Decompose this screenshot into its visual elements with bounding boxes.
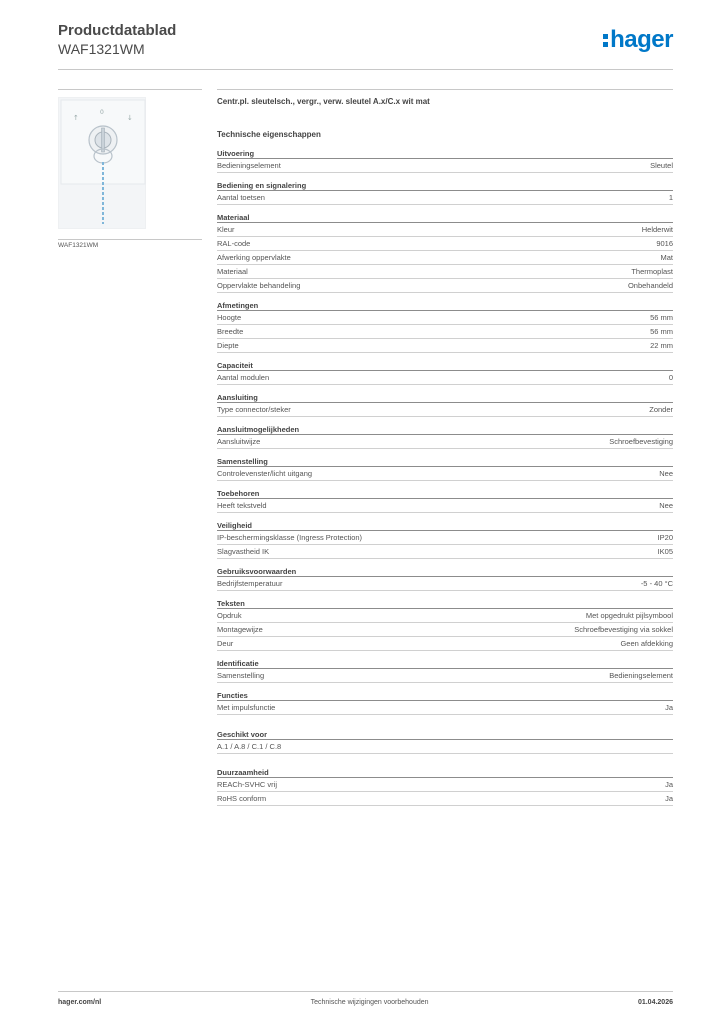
spec-row	[217, 609, 673, 623]
suitable-for-item: A.1 / A.8 / C.1 / C.8	[217, 740, 673, 754]
spec-label: RAL-code	[217, 239, 251, 248]
spec-group-title: Aansluiting	[217, 392, 673, 403]
spec-label: Aantal modulen	[217, 373, 270, 382]
spec-label: IP-beschermingsklasse (Ingress Protection)	[217, 533, 363, 542]
spec-label: RoHS conform	[217, 794, 267, 803]
spec-group	[217, 658, 673, 683]
spec-label: Bedieningselement	[217, 161, 281, 170]
image-column	[58, 89, 202, 249]
spec-group	[217, 598, 673, 651]
spec-group	[217, 180, 673, 205]
spec-group-title: Capaciteit	[217, 360, 673, 371]
sustainability-group	[217, 767, 673, 806]
spec-value: -5 - 40 °C	[640, 579, 673, 588]
spec-group-title: Toebehoren	[217, 488, 673, 499]
spec-label: Hoogte	[217, 313, 242, 322]
spec-label: Aantal toetsen	[217, 193, 265, 202]
spec-value: Met opgedrukt pijlsymbool	[585, 611, 673, 620]
spec-value: 1	[668, 193, 673, 202]
spec-row	[217, 371, 673, 385]
spec-group-title: Veiligheid	[217, 520, 673, 531]
spec-label: Kleur	[217, 225, 235, 234]
image-caption: WAF1321WM	[58, 239, 202, 249]
spec-value: Sleutel	[650, 161, 673, 170]
spec-value: Ja	[665, 794, 673, 803]
spec-value: 0	[668, 373, 673, 382]
spec-value: 56 mm	[650, 327, 673, 336]
spec-row	[217, 531, 673, 545]
hager-logo	[603, 26, 673, 54]
svg-text:↓: ↓	[127, 114, 133, 122]
spec-row	[217, 778, 673, 792]
spec-row	[217, 311, 673, 325]
logo-text: hager	[610, 26, 673, 53]
spec-group	[217, 456, 673, 481]
spec-group-title: Samenstelling	[217, 456, 673, 467]
spec-label: Samenstelling	[217, 671, 265, 680]
spec-row	[217, 279, 673, 293]
spec-row	[217, 637, 673, 651]
spec-row	[217, 669, 673, 683]
spec-label: Aansluitwijze	[217, 437, 261, 446]
spec-value: IP20	[657, 533, 673, 542]
spec-value: Schroefbevestiging via sokkel	[574, 625, 673, 634]
spec-value: IK05	[657, 547, 673, 556]
spec-group	[217, 520, 673, 559]
spec-group-title: Functies	[217, 690, 673, 701]
spec-label: REACh-SVHC vrij	[217, 780, 278, 789]
spec-group	[217, 488, 673, 513]
specs-column	[217, 89, 673, 813]
spec-row	[217, 623, 673, 637]
spec-row	[217, 339, 673, 353]
spec-value: Mat	[660, 253, 673, 262]
spec-value: Onbehandeld	[627, 281, 673, 290]
page-title: Productdatablad	[58, 22, 177, 39]
spec-value: Nee	[659, 501, 673, 510]
spec-label: Materiaal	[217, 267, 248, 276]
spec-label: Diepte	[217, 341, 239, 350]
spec-label: Bedrijfstemperatuur	[217, 579, 283, 588]
spec-value: Helderwit	[641, 225, 673, 234]
spec-value: 22 mm	[650, 341, 673, 350]
spec-group	[217, 424, 673, 449]
spec-value: 9016	[656, 239, 673, 248]
logo-dots-icon	[603, 34, 608, 47]
spec-row	[217, 435, 673, 449]
page-footer	[58, 991, 673, 1013]
footer-notice: Technische wijzigingen voorbehouden	[310, 999, 429, 1006]
spec-label: Opdruk	[217, 611, 242, 620]
spec-value: Nee	[659, 469, 673, 478]
spec-row	[217, 223, 673, 237]
spec-row	[217, 191, 673, 205]
page-header	[58, 22, 673, 70]
footer-url[interactable]: hager.com/nl	[58, 999, 102, 1006]
spec-row	[217, 701, 673, 715]
spec-row	[217, 467, 673, 481]
spec-group	[217, 360, 673, 385]
spec-value: Ja	[665, 703, 673, 712]
spec-label: Heeft tekstveld	[217, 501, 267, 510]
spec-row	[217, 792, 673, 806]
product-description: Centr.pl. sleutelsch., vergr., verw. sleutel A.x/C.x wit mat	[217, 97, 430, 106]
spec-label: Deur	[217, 639, 234, 648]
svg-text:0: 0	[100, 109, 104, 116]
spec-value: Bedieningselement	[609, 671, 673, 680]
spec-value: Ja	[665, 780, 673, 789]
suitable-for-title: Geschikt voor	[217, 729, 673, 740]
spec-group-title: Bediening en signalering	[217, 180, 673, 191]
spec-value: Zonder	[649, 405, 673, 414]
spec-value: 56 mm	[650, 313, 673, 322]
spec-group	[217, 392, 673, 417]
suitable-for-group	[217, 729, 673, 754]
spec-group-title: Materiaal	[217, 212, 673, 223]
spec-value: Geen afdekking	[620, 639, 673, 648]
sustainability-title: Duurzaamheid	[217, 767, 673, 778]
spec-row	[217, 577, 673, 591]
spec-label: Type connector/steker	[217, 405, 291, 414]
spec-group	[217, 566, 673, 591]
spec-group-title: Uitvoering	[217, 148, 673, 159]
spec-label: Oppervlakte behandeling	[217, 281, 301, 290]
spec-row	[217, 251, 673, 265]
spec-group	[217, 212, 673, 293]
spec-groups	[217, 148, 673, 715]
product-code: WAF1321WM	[58, 41, 145, 57]
spec-group-title: Afmetingen	[217, 300, 673, 311]
product-drawing-icon	[59, 98, 147, 230]
svg-text:↑: ↑	[73, 114, 79, 122]
spec-label: Montagewijze	[217, 625, 263, 634]
key-switch-product-image	[58, 97, 146, 229]
spec-label: Breedte	[217, 327, 244, 336]
tech-heading: Technische eigenschappen	[217, 130, 321, 139]
spec-row	[217, 237, 673, 251]
spec-value: Thermoplast	[631, 267, 673, 276]
spec-group-title: Aansluitmogelijkheden	[217, 424, 673, 435]
spec-group-title: Identificatie	[217, 658, 673, 669]
spec-row	[217, 499, 673, 513]
spec-value: Schroefbevestiging	[609, 437, 673, 446]
spec-row	[217, 265, 673, 279]
spec-row	[217, 545, 673, 559]
spec-group	[217, 690, 673, 715]
spec-row	[217, 159, 673, 173]
spec-row	[217, 403, 673, 417]
spec-label: Controlevenster/licht uitgang	[217, 469, 313, 478]
spec-label: Afwerking oppervlakte	[217, 253, 291, 262]
spec-group	[217, 300, 673, 353]
spec-group-title: Teksten	[217, 598, 673, 609]
spec-label: Met impulsfunctie	[217, 703, 276, 712]
spec-row	[217, 325, 673, 339]
footer-date: 01.04.2026	[637, 999, 673, 1006]
spec-group-title: Gebruiksvoorwaarden	[217, 566, 673, 577]
spec-label: Slagvastheid IK	[217, 547, 270, 556]
spec-group	[217, 148, 673, 173]
